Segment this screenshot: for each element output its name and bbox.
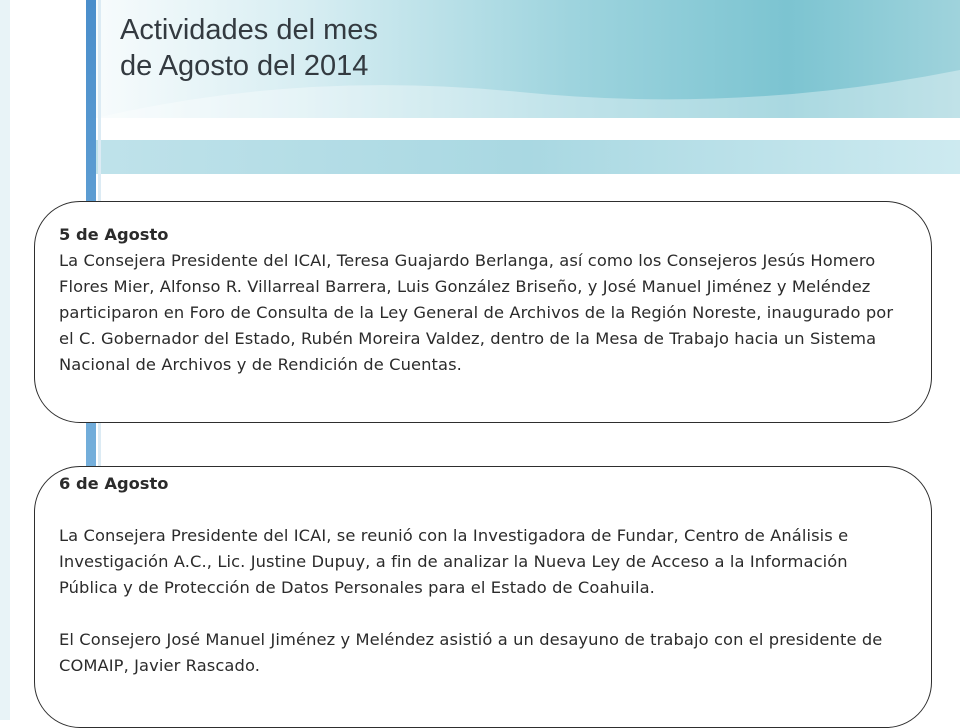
header-bottom-band <box>96 140 960 174</box>
activity-card-aug-5 <box>34 201 932 423</box>
activity-description-1: La Consejera Presidente del ICAI, se reunió con la Investigadora de Fundar, Centro de Análisis e Investigación A.C., Lic. Justine Dupuy, a fin de analizar la Nueva Ley de Acceso a la Información Pública y de Protección de Datos Personales para el Estado de Coahuila. <box>59 526 849 597</box>
activity-date: 5 de Agosto <box>59 225 169 244</box>
paragraph-spacer <box>59 497 903 523</box>
header-stripe <box>96 118 960 140</box>
slide-title <box>120 12 378 84</box>
activity-description-2: El Consejero José Manuel Jiménez y Meléndez asistió a un desayuno de trabajo con el presidente de COMAIP, Javier Rascado. <box>59 630 883 675</box>
activity-description: La Consejera Presidente del ICAI, Teresa Guajardo Berlanga, así como los Consejeros Jesús Homero Flores Mier, Alfonso R. Villarreal Barrera, Luis González Briseño, y José Manuel Jiménez y Meléndez participaron en Foro de Consulta de la Ley General de Archivos de la Región Noreste, inaugurado por el C. Gobernador del Estado, Rubén Moreira Valdez, dentro de la Mesa de Trabajo hacia un Sistema Nacional de Archivos y de Rendición de Cuentas. <box>59 251 894 374</box>
activity-date: 6 de Agosto <box>59 474 169 493</box>
activity-card-aug-6 <box>34 466 932 728</box>
paragraph-spacer <box>59 601 903 627</box>
title-line-1: Actividades del mes <box>120 14 378 46</box>
title-line-2: de Agosto del 2014 <box>120 50 369 82</box>
left-edge-strip <box>0 0 10 720</box>
